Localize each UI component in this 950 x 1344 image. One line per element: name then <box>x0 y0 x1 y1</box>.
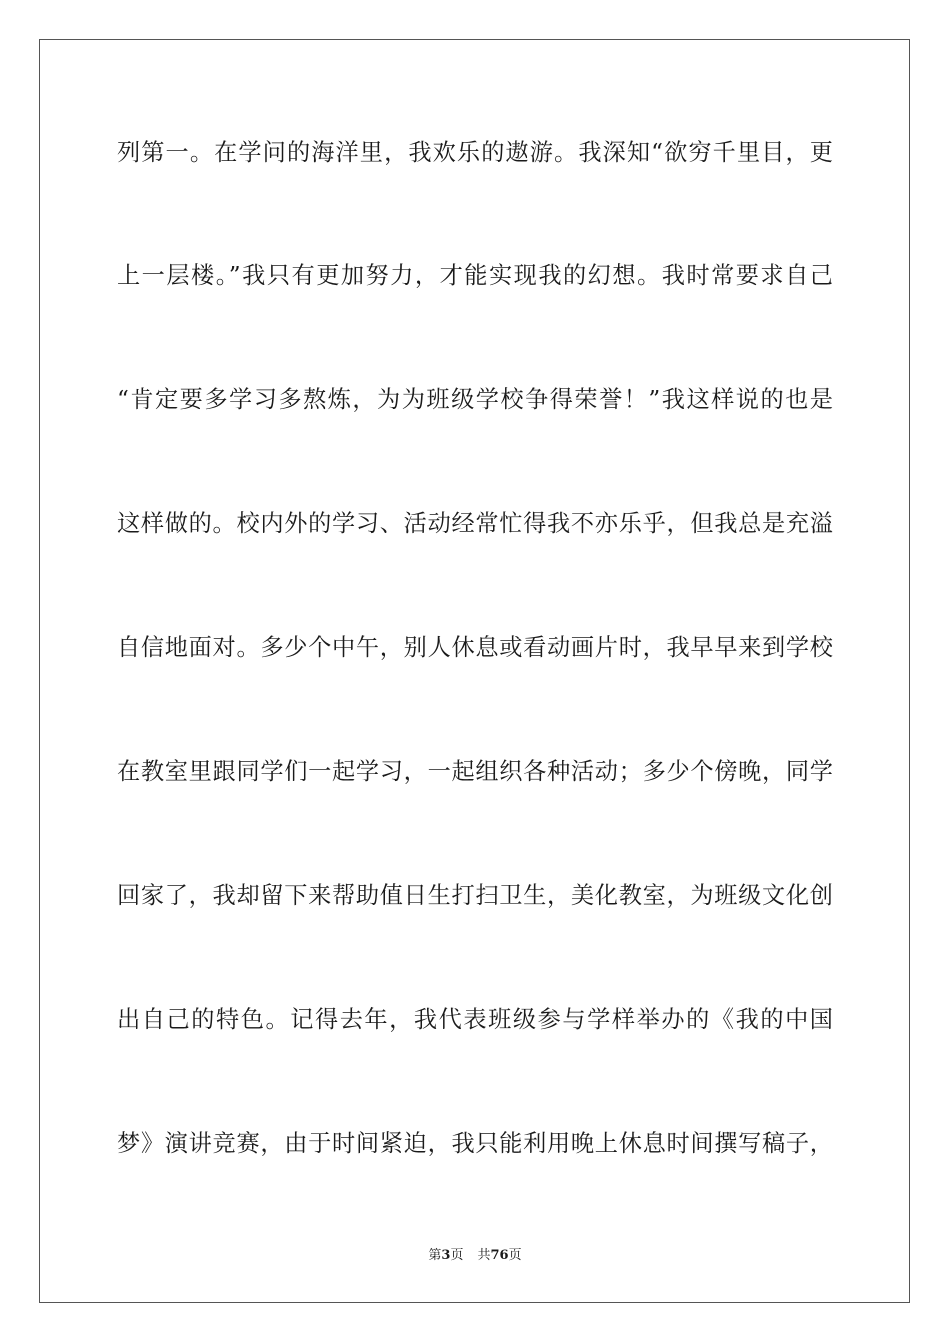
page-suffix: 页 <box>450 1248 464 1263</box>
total-suffix: 页 <box>508 1248 522 1263</box>
total-pages: 76 <box>490 1248 509 1263</box>
paragraph-line-4: 这样做的。校内外的学习、活动经常忙得我不亦乐乎，但我总是充溢 <box>117 510 833 537</box>
paragraph-line-5: 自信地面对。多少个中午，别人休息或看动画片时，我早早来到学校 <box>117 634 833 661</box>
paragraph-line-9: 梦》演讲竞赛，由于时间紧迫，我只能利用晚上休息时间撰写稿子， <box>117 1130 833 1157</box>
paragraph-line-6: 在教室里跟同学们一起学习，一起组织各种活动；多少个傍晚，同学 <box>117 758 833 785</box>
paragraph-line-3: “肯定要多学习多熬炼，为为班级学校争得荣誉！”我这样说的也是 <box>117 386 833 413</box>
paragraph-line-8: 出自己的特色。记得去年，我代表班级参与学样举办的《我的中国 <box>117 1006 833 1033</box>
page-number: 3 <box>441 1248 451 1263</box>
total-prefix: 共 <box>477 1248 491 1263</box>
paragraph-line-1: 列第一。在学问的海洋里，我欢乐的遨游。我深知“欲穷千里目，更 <box>117 139 833 166</box>
page-border <box>39 39 910 1303</box>
page-footer <box>0 1247 950 1265</box>
paragraph-line-2: 上一层楼。”我只有更加努力，才能实现我的幻想。我时常要求自己 <box>117 262 833 289</box>
paragraph-line-7: 回家了，我却留下来帮助值日生打扫卫生，美化教室，为班级文化创 <box>117 882 833 909</box>
page-prefix: 第 <box>428 1248 442 1263</box>
